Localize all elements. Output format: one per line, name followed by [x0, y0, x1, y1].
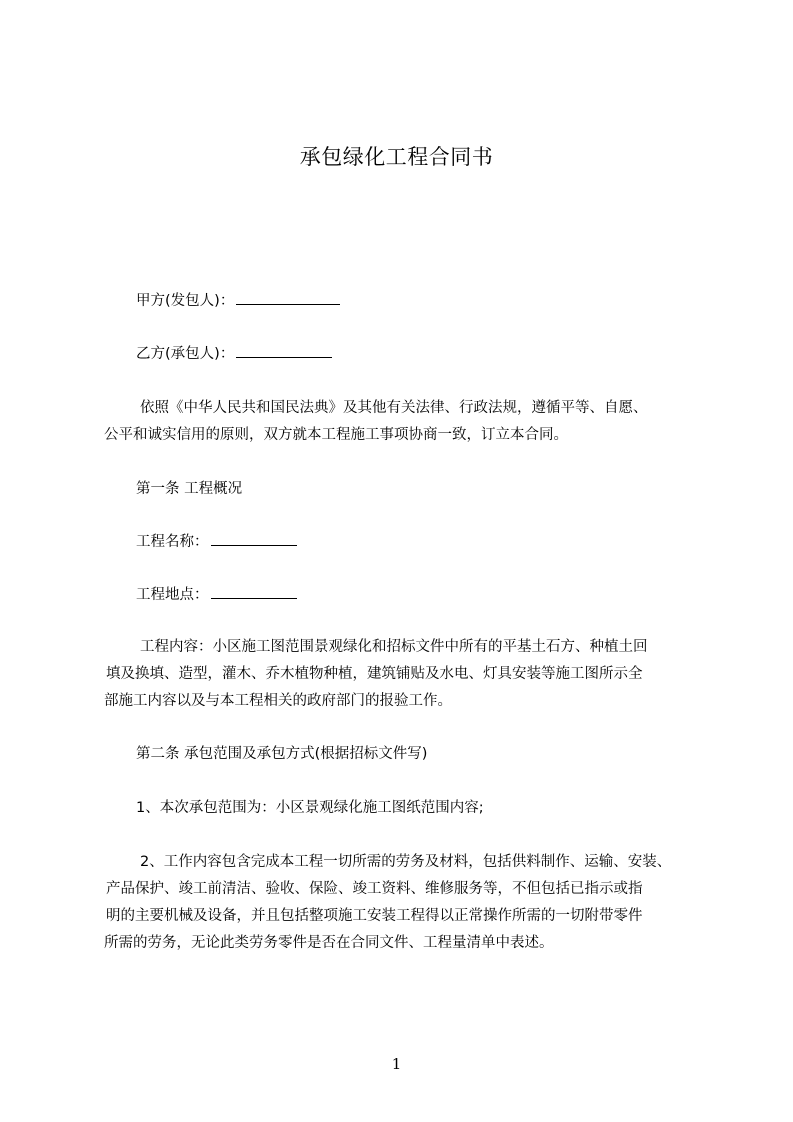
party-a-label: 甲方(发包人)：: [136, 293, 235, 309]
project-content-line-3: 部施工内容以及与本工程相关的政府部门的报验工作。: [104, 693, 452, 709]
party-a-blank: [236, 291, 340, 305]
scope-item-2-line-4: 所需的劳务，无论此类劳务零件是否在合同文件、工程量清单中表述。: [104, 935, 554, 951]
project-location-line: [136, 585, 297, 605]
scope-item-1: 1、本次承包范围为：小区景观绿化施工图纸范围内容;: [136, 800, 484, 816]
article-1-heading: 第一条 工程概况: [136, 481, 243, 497]
preamble-line-1: 依照《中华人民共和国民法典》及其他有关法律、行政法规，遵循平等、自愿、: [140, 400, 648, 416]
party-b-label: 乙方(承包人)：: [136, 346, 235, 362]
page-number: 1: [391, 1055, 402, 1073]
article-2-heading: 第二条 承包范围及承包方式(根据招标文件写): [136, 746, 428, 762]
project-location-blank: [211, 585, 297, 599]
scope-item-2-line-1: 2、工作内容包含完成本工程一切所需的劳务及材料，包括供料制作、运输、安装、: [140, 854, 672, 870]
party-b-line: [136, 344, 332, 364]
party-b-blank: [236, 344, 332, 358]
project-content-line-2: 填及换填、造型，灌木、乔木植物种植，建筑铺贴及水电、灯具安装等施工图所示全: [106, 666, 643, 682]
project-name-label: 工程名称：: [136, 534, 209, 550]
project-content-line-1: 工程内容：小区施工图范围景观绿化和招标文件中所有的平基土石方、种植土回: [140, 639, 648, 655]
project-name-blank: [211, 532, 297, 546]
project-name-line: [136, 532, 297, 552]
scope-item-2-line-3: 明的主要机械及设备，并且包括整项施工安装工程得以正常操作所需的一切附带零件: [106, 908, 643, 924]
project-location-label: 工程地点：: [136, 587, 209, 603]
preamble-line-2: 公平和诚实信用的原则，双方就本工程施工事项协商一致，订立本合同。: [104, 427, 568, 443]
scope-item-2-line-2: 产品保护、竣工前清洁、验收、保险、竣工资料、维修服务等，不但包括已指示或指: [106, 881, 643, 897]
document-title: 承包绿化工程合同书: [299, 145, 494, 169]
party-a-line: [136, 291, 340, 311]
